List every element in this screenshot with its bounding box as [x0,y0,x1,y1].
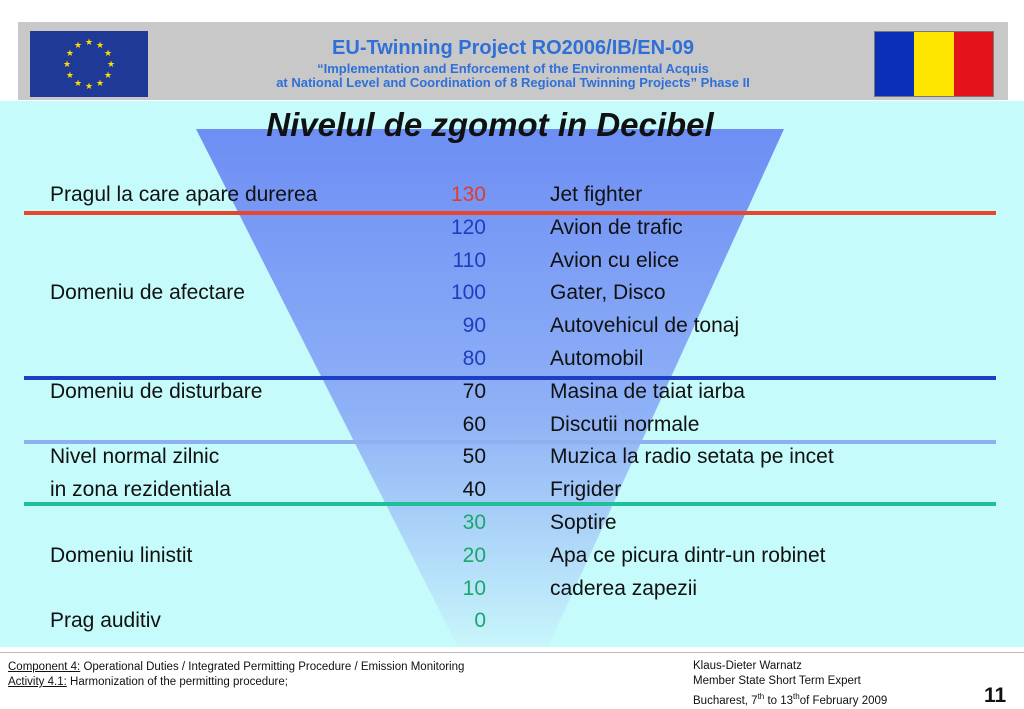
footer-right [693,659,887,709]
decibel-row [0,541,1024,571]
noise-source: Avion cu elice [550,248,680,272]
decibel-value: 70 [462,379,486,403]
eu-star-icon: ★ [73,78,83,89]
range-label: Domeniu de afectare [50,281,245,305]
eu-star-icon: ★ [104,48,113,58]
decibel-row [0,442,1024,472]
decibel-row [0,606,1024,636]
page-number: 11 [984,684,1007,707]
decibel-row [0,475,1024,505]
footer-activity-line [8,675,464,690]
noise-source: Soptire [550,511,617,534]
location-date [693,689,887,709]
decibel-row [0,311,1024,341]
decibel-value: 90 [462,314,486,338]
eu-star-icon: ★ [106,59,116,69]
range-label: Domeniu de disturbare [50,379,263,403]
component-text: Operational Duties / Integrated Permitting Procedure / Emission Monitoring [80,661,465,673]
decibel-value: 10 [462,576,486,600]
range-label: in zona rezidentiala [50,478,231,502]
eu-star-icon: ★ [73,39,83,50]
decibel-row [0,246,1024,276]
eu-star-icon: ★ [104,70,113,80]
component-label: Component 4: [8,661,81,673]
decibel-value: 30 [462,511,486,534]
eu-star-icon: ★ [84,81,94,91]
date-sup1: th [757,692,765,701]
date-sup2: th [793,692,800,701]
range-label: Pragul la care apare durerea [50,183,318,206]
decibel-value: 60 [462,412,486,436]
eu-star-icon: ★ [65,48,74,58]
flag-stripe [914,32,953,96]
project-subtitle-line2: at National Level and Coordination of 8 Regional Twinning Projects” Phase II [276,75,750,90]
decibel-value: 110 [452,248,486,272]
eu-star-icon: ★ [62,59,72,69]
range-label: Domeniu linistit [50,543,193,567]
slide-title: Nivelul de zgomot in Decibel [266,106,714,143]
decibel-row [0,508,1024,538]
date-start: Bucharest, 7 [693,694,758,707]
noise-source: caderea zapezii [550,576,698,600]
eu-star-icon: ★ [95,78,105,89]
romania-flag-icon [874,31,994,97]
range-separator-line [24,376,996,380]
range-separator-line [24,502,996,506]
decibel-value: 100 [450,281,486,305]
decibel-value: 0 [474,609,486,633]
footer-left [8,660,464,690]
range-label: Nivel normal zilnic [50,445,220,469]
decibel-value: 40 [462,478,486,502]
noise-source: Discutii normale [550,412,700,436]
flag-stripe [954,32,993,96]
noise-source: Gater, Disco [550,281,666,305]
activity-label: Activity 4.1: [8,676,67,688]
range-label: Prag auditiv [50,609,161,633]
noise-source: Automobil [550,347,644,370]
decibel-value: 130 [450,183,486,206]
expert-name: Klaus-Dieter Warnatz [693,660,802,672]
decibel-row [0,410,1024,440]
flag-stripe [875,32,914,96]
project-title: EU-Twinning Project RO2006/IB/EN-09 [332,37,694,59]
footer-divider [0,652,1024,653]
range-separator-line [24,211,996,215]
activity-text: Harmonization of the permitting procedure; [66,676,288,688]
expert-role: Member State Short Term Expert [693,675,861,687]
eu-star-icon: ★ [84,37,94,47]
project-subtitle-line1: “Implementation and Enforcement of the Environmental Acquis [317,61,709,76]
noise-source: Muzica la radio setata pe incet [550,445,834,469]
decibel-value: 20 [462,543,486,567]
eu-star-icon: ★ [95,39,105,50]
decibel-row [0,344,1024,374]
noise-source: Masina de taiat iarba [550,379,745,403]
decibel-row [0,278,1024,308]
decibel-row [0,180,1024,210]
range-separator-line [24,440,996,444]
noise-source: Frigider [550,478,622,502]
decibel-row [0,213,1024,243]
project-header [18,22,1008,100]
decibel-row [0,574,1024,604]
date-end: of February 2009 [799,694,888,707]
eu-star-icon: ★ [65,70,74,80]
decibel-value: 80 [462,347,486,370]
decibel-row [0,377,1024,407]
footer-component-line [8,660,464,675]
decibel-value: 50 [462,445,486,469]
noise-source: Autovehicul de tonaj [550,314,740,338]
noise-source: Avion de trafic [550,215,683,239]
date-to: to 13 [764,694,794,707]
decibel-value: 120 [450,215,486,239]
noise-source: Jet fighter [550,183,643,206]
noise-source: Apa ce picura dintr-un robinet [550,543,826,567]
